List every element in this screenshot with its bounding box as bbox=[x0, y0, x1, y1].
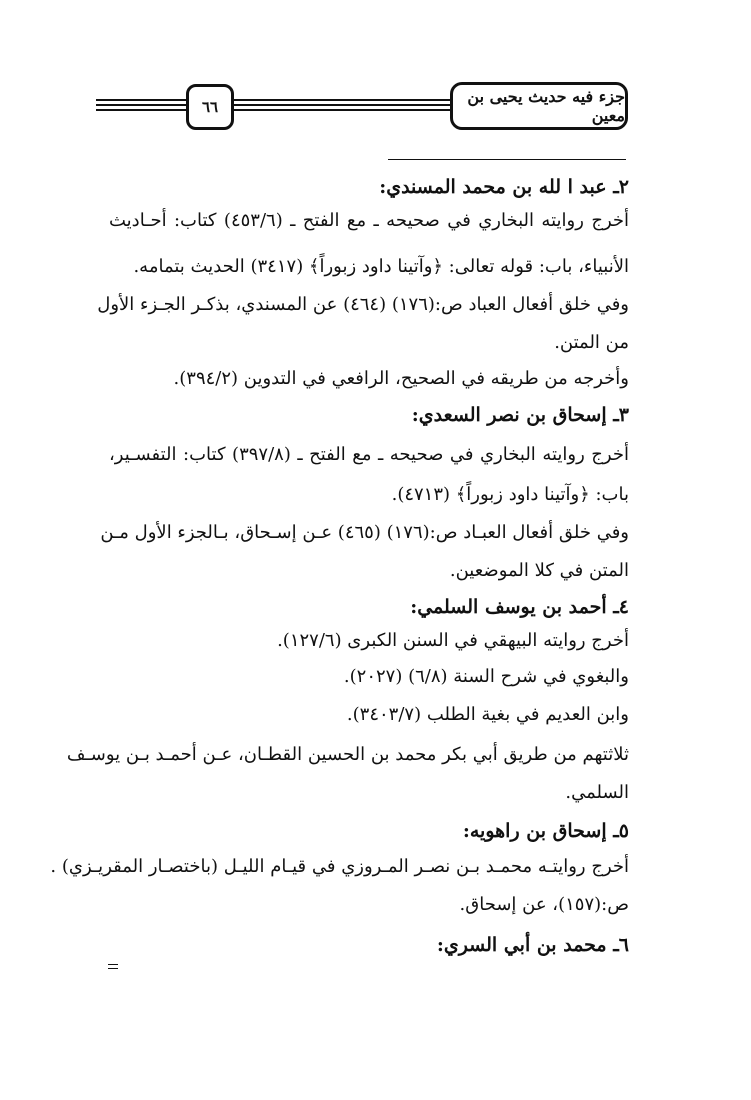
section-heading: ٤ـ أحمد بن يوسف السلمي: bbox=[410, 596, 629, 618]
text-line: الأنبياء، باب: قوله تعالى: ﴿وآتينا داود زبوراً﴾ (٣٤١٧) الحديث بتمامه. bbox=[133, 256, 629, 277]
text-line: ثلاثتهم من طريق أبي بكر محمد بن الحسين القطـان، عـن أحمـد بـن يوسـف bbox=[66, 744, 629, 765]
text-line: أخرج روايته البخاري في صحيحه ـ مع الفتح ـ (٤٥٣/٦) كتاب: أحـاديث bbox=[109, 210, 629, 231]
section-heading: ٦ـ محمد بن أبي السري: bbox=[436, 934, 629, 956]
page-number: ٦٦ bbox=[186, 84, 234, 130]
section-heading: ٢ـ عبد ا لله بن محمد المسندي: bbox=[379, 176, 629, 198]
text-line: وفي خلق أفعال العبـاد ص:(١٧٦) (٤٦٥) عـن إسـحاق، بـالجزء الأول مـن bbox=[100, 522, 629, 543]
text-line: وفي خلق أفعال العباد ص:(١٧٦) (٤٦٤) عن المسندي، بذكـر الجـزء الأول bbox=[97, 294, 629, 315]
text-line: ص:(١٥٧)، عن إسحاق. bbox=[459, 894, 629, 915]
section-rule bbox=[388, 159, 626, 160]
text-line: السلمي. bbox=[565, 782, 629, 803]
section-heading: ٣ـ إسحاق بن نصر السعدي: bbox=[411, 404, 629, 426]
header-decorative-lines bbox=[96, 96, 451, 114]
text-line: أخرج روايته البخاري في صحيحه ـ مع الفتح ـ (٣٩٧/٨) كتاب: التفسـير، bbox=[109, 444, 629, 465]
text-line: وأخرجه من طريقه في الصحيح، الرافعي في التدوين (٣٩٤/٢). bbox=[173, 368, 629, 389]
text-line: والبغوي في شرح السنة (٦/٨) (٢٠٢٧). bbox=[343, 666, 629, 687]
text-line: وابن العديم في بغية الطلب (٣٤٠٣/٧). bbox=[346, 704, 629, 725]
text-line: باب: ﴿وآتينا داود زبوراً﴾ (٤٧١٣). bbox=[391, 484, 629, 505]
footnote-mark bbox=[108, 963, 118, 971]
running-title: جزء فيه حديث يحيى بن معين bbox=[450, 82, 628, 130]
text-line: أخرج روايته البيهقي في السنن الكبرى (١٢٧/٦). bbox=[277, 630, 629, 651]
text-line: من المتن. bbox=[554, 332, 629, 353]
section-heading: ٥ـ إسحاق بن راهويه: bbox=[462, 820, 629, 842]
text-line: أخرج روايتـه محمـد بـن نصـر المـروزي في قيـام الليـل (باختصـار المقريـزي) . bbox=[50, 856, 629, 877]
text-line: المتن في كلا الموضعين. bbox=[449, 560, 629, 581]
